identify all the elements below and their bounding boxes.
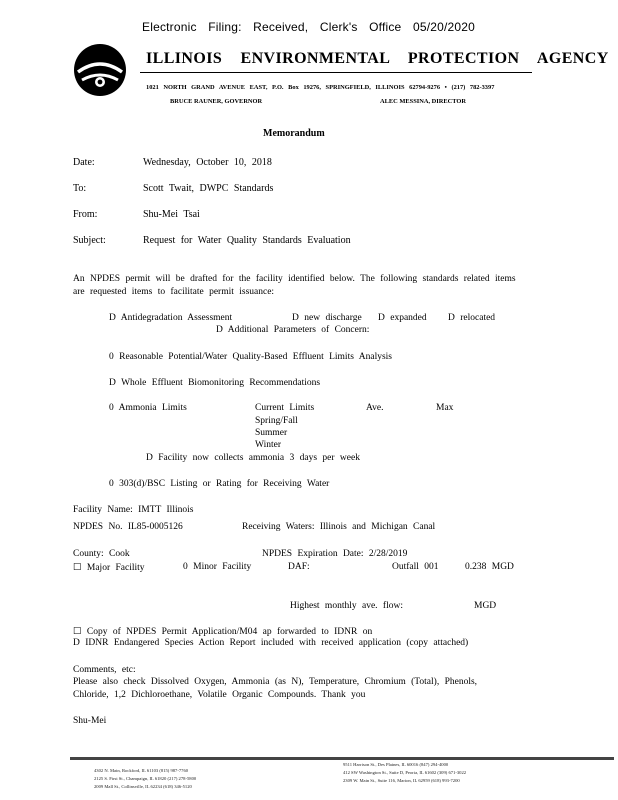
- footer-office-peoria: 412 SW Washington St., Suite D, Peoria, IL 61602 (309) 671-3022: [343, 770, 467, 775]
- agency-address: 1021 NORTH GRAND AVENUE EAST, P.O. Box 19276, SPRINGFIELD, ILLINOIS 62794-9276 • (217) 782-3397: [146, 84, 495, 91]
- highest-flow-unit: MGD: [474, 601, 497, 611]
- average-header: Ave.: [366, 403, 384, 413]
- intro-line-1: An NPDES permit will be drafted for the facility identified below. The following standards related items: [73, 274, 516, 284]
- governor-name: BRUCE RAUNER, GOVERNOR: [170, 98, 263, 105]
- bsc-listing-option: 0 303(d)/BSC Listing or Rating for Receiving Water: [109, 479, 330, 489]
- facility-name: Facility Name: IMTT Illinois: [73, 505, 194, 515]
- header-rule: [140, 72, 532, 73]
- current-limits-header: Current Limits: [255, 403, 315, 413]
- to-label: To:: [73, 183, 87, 194]
- outfall-flow: 0.238 MGD: [465, 562, 514, 572]
- footer-office-champaign: 2125 S. First St., Champaign, IL 61820 (217) 278-5800: [94, 776, 197, 781]
- filing-stamp: Electronic Filing: Received, Clerk's Office 05/20/2020: [142, 20, 476, 34]
- minor-facility-option: 0 Minor Facility: [183, 562, 252, 572]
- to-value: Scott Twait, DWPC Standards: [143, 183, 274, 194]
- reasonable-potential-option: 0 Reasonable Potential/Water Quality-Based Effluent Limits Analysis: [109, 352, 393, 362]
- copy-npdes-option: ☐ Copy of NPDES Permit Application/M04 ap forwarded to IDNR on: [73, 627, 373, 637]
- highest-monthly-flow: Highest monthly ave. flow:: [290, 601, 403, 611]
- county: County: Cook: [73, 549, 130, 559]
- wet-option: D Whole Effluent Biomonitoring Recommendations: [109, 378, 321, 388]
- from-value: Shu-Mei Tsai: [143, 209, 200, 220]
- footer-rule: [70, 757, 614, 760]
- illinois-epa-logo-icon: [72, 42, 128, 98]
- outfall-label: Outfall 001: [392, 562, 439, 572]
- date-value: Wednesday, October 10, 2018: [143, 157, 272, 168]
- footer-office-marion: 2309 W. Main St., Suite 116, Marion, IL 62959 (618) 993-7200: [343, 778, 460, 783]
- director-name: ALEC MESSINA, DIRECTOR: [380, 98, 466, 105]
- footer-office-rockford: 4302 N. Main, Rockford, IL 61103 (815) 987-7760: [94, 768, 189, 773]
- footer-office-collinsville: 2009 Mall St., Collinsville, IL 62234 (618) 346-5120: [94, 784, 192, 789]
- agency-name: ILLINOIS ENVIRONMENTAL PROTECTION AGENCY: [146, 50, 609, 67]
- ammonia-option: 0 Ammonia Limits: [109, 403, 187, 413]
- npdes-number: NPDES No. IL85-0005126: [73, 522, 183, 532]
- expanded-option: D expanded: [378, 313, 427, 323]
- receiving-waters: Receiving Waters: Illinois and Michigan Canal: [242, 522, 436, 532]
- max-header: Max: [436, 403, 454, 413]
- winter-row: Winter: [255, 440, 281, 450]
- subject-value: Request for Water Quality Standards Evaluation: [143, 235, 351, 246]
- antidegradation-option: D Antidegradation Assessment: [109, 313, 233, 323]
- from-label: From:: [73, 209, 98, 220]
- signature: Shu-Mei: [73, 716, 107, 726]
- please-line-1: Please also check Dissolved Oxygen, Ammonia (as N), Temperature, Chromium (Total), Phenols,: [73, 677, 478, 687]
- date-label: Date:: [73, 157, 95, 168]
- idnr-option: D IDNR Endangered Species Action Report included with received application (copy attached): [73, 638, 469, 648]
- major-facility-option: ☐ Major Facility: [73, 563, 145, 573]
- comments-label: Comments, etc:: [73, 665, 136, 675]
- daf-label: DAF:: [288, 562, 310, 572]
- memo-title: Memorandum: [263, 128, 325, 139]
- new-discharge-option: D new discharge: [292, 313, 362, 323]
- spring-fall-row: Spring/Fall: [255, 416, 298, 426]
- facility-collects-option: D Facility now collects ammonia 3 days per week: [146, 453, 360, 463]
- summer-row: Summer: [255, 428, 288, 438]
- additional-parameters-option: D Additional Parameters of Concern:: [216, 325, 370, 335]
- please-line-2: Chloride, 1,2 Dichloroethane, Volatile Organic Compounds. Thank you: [73, 690, 366, 700]
- intro-line-2: are requested items to facilitate permit issuance:: [73, 287, 275, 297]
- relocated-option: D relocated: [448, 313, 496, 323]
- footer-office-desplaines: 9511 Harrison St., Des Plaines, IL 60016 (847) 294-4000: [343, 762, 449, 767]
- subject-label: Subject:: [73, 235, 106, 246]
- npdes-expiration: NPDES Expiration Date: 2/28/2019: [262, 549, 408, 559]
